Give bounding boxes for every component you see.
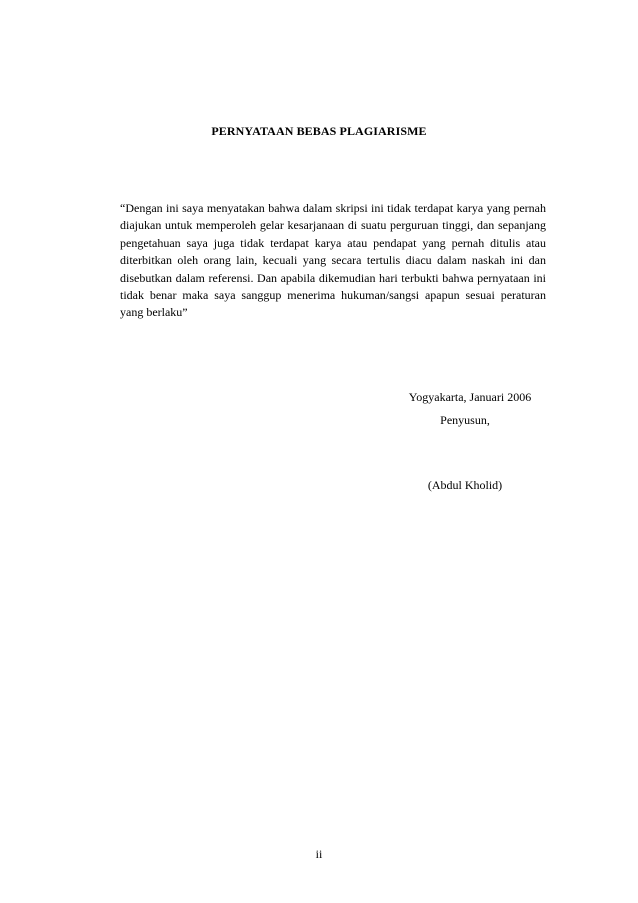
- signature-role: Penyusun,: [440, 413, 490, 427]
- page-number: ii: [315, 847, 323, 861]
- statement-paragraph: “Dengan ini saya menyatakan bahwa dalam skripsi ini tidak terdapat karya yang pernah diajukan untuk memperoleh gelar kesarjanaan di suatu perguruan tinggi, dan sepanjang pengetahuan saya juga tidak terdapat karya atau pendapat yang pernah ditulis atau diterbitkan oleh orang lain, kecuali yang secara tertulis diacu dalam naskah ini dan disebutkan dalam referensi. Dan apabila dikemudian hari terbukti bahwa pernyataan ini tidak benar maka saya sanggup menerima hukuman/sangsi apapun sesuai peraturan yang berlaku”: [120, 201, 546, 320]
- signature-place-date: Yogyakarta, Januari 2006: [408, 390, 532, 404]
- document-title: PERNYATAAN BEBAS PLAGIARISME: [211, 124, 427, 138]
- signature-name: (Abdul Kholid): [427, 478, 503, 492]
